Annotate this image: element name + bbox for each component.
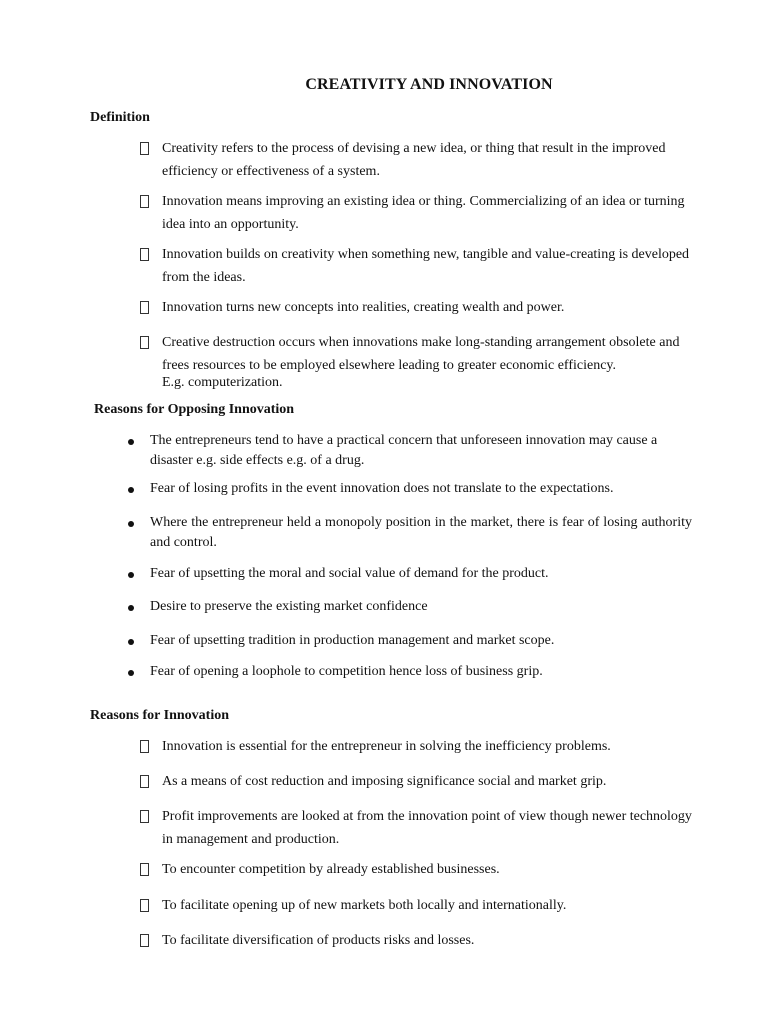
bullet-icon — [128, 564, 134, 584]
square-bullet-icon — [140, 894, 149, 919]
square-bullet-icon — [140, 331, 149, 356]
document-page: CREATIVITY AND INNOVATION Definition Creativity refers to the process of devising a new idea, or thing that result in the improved efficiency or effectiveness of a system. Innovation means improving an existing idea or thing. Commercializing of an idea or turning idea into an opportunity. Innovation builds on creativity when something new, tangible and value-creating is developed from the ideas. Innovation turns new concepts into realities, creating wealth and power. Creative destruction occurs when innovations make long-standing arrangement obsolete and frees resources to be employed elsewhere leading to greater economic efficiency. E.g. computerization. Reasons for Opposing Innovation The entrepreneurs tend to have a practical concern that unforeseen innovation may cause a disaster e.g. side effects e.g. of a drug. Fear of losing profits in the event innovation does not translate to the expectations. Where the entrepreneur held a monopoly position in the market, there is fear of losing authority and control. Fear of upsetting the moral and social value of demand for the product. Desire to preserve the existing market confidence Fear of upsetting tradition in production management and market scope. Fear of opening a loophole to competition hence loss of business grip. Reasons for Innovation Innovation is essential for the entrepreneur in solving the inefficiency problems. As a means of cost reduction and imposing significance social and market grip. Profit improvements are looked at from the innovation point of view though newer technology in management and production. To encounter competition by already established businesses. To facilitate opening up of new markets both locally and internationally. To facilitate diversification of products risks and losses. — [0, 0, 768, 1024]
square-bullet-icon — [140, 190, 149, 215]
section-heading-definition: Definition — [90, 110, 150, 125]
square-bullet-icon — [140, 805, 149, 830]
section-heading-opposing: Reasons for Opposing Innovation — [94, 402, 295, 417]
square-bullet-icon — [140, 735, 149, 760]
bullet-icon — [128, 479, 134, 499]
square-bullet-icon — [140, 296, 149, 321]
bullet-icon — [128, 597, 134, 617]
square-bullet-icon — [140, 858, 149, 883]
page-title: CREATIVITY AND INNOVATION — [305, 76, 553, 93]
square-bullet-icon — [140, 770, 149, 795]
square-bullet-icon — [140, 137, 149, 162]
bullet-icon — [128, 513, 134, 533]
square-bullet-icon — [140, 929, 149, 954]
square-bullet-icon — [140, 243, 149, 268]
bullet-icon — [128, 431, 134, 451]
bullet-icon — [128, 631, 134, 651]
section-heading-reasons: Reasons for Innovation — [90, 708, 229, 723]
list-item-continuation: E.g. computerization. — [162, 375, 283, 390]
bullet-icon — [128, 662, 134, 682]
